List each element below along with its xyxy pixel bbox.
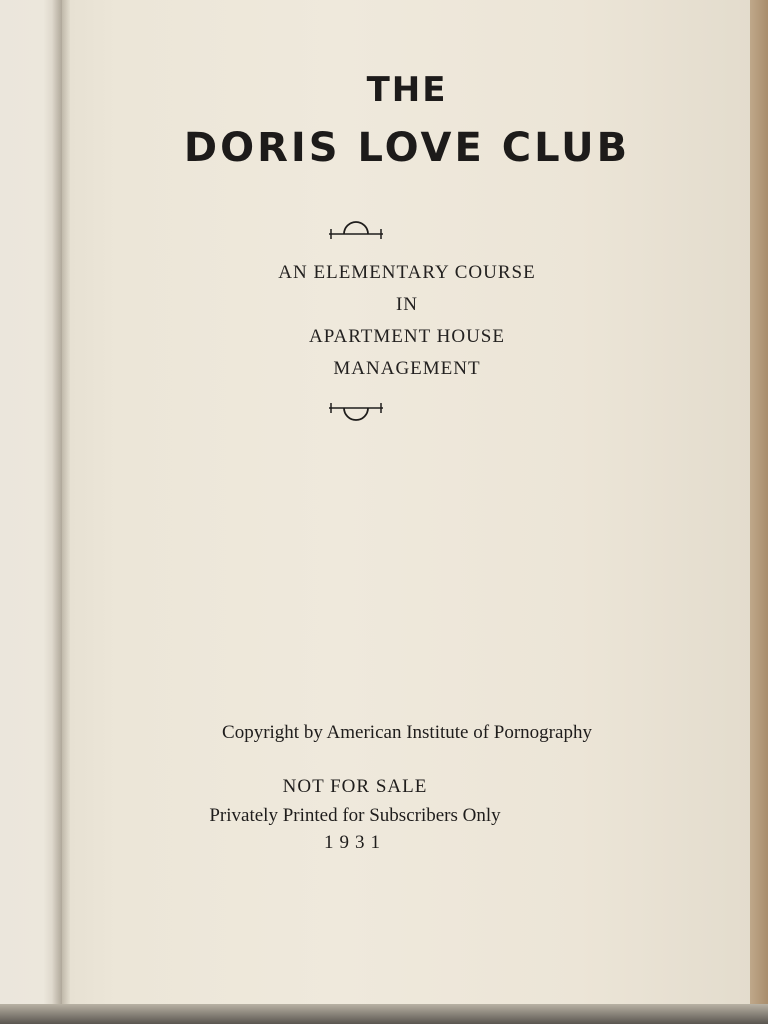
copyright-notice: Copyright by American Institute of Pornography bbox=[222, 722, 592, 743]
ornament-top-icon bbox=[327, 220, 385, 244]
table-edge bbox=[750, 0, 768, 1024]
subtitle-line-2: IN bbox=[395, 294, 419, 315]
ornament-bottom-icon bbox=[327, 398, 385, 422]
not-for-sale-notice: NOT FOR SALE bbox=[282, 776, 428, 797]
title-line-the: THE bbox=[366, 70, 448, 110]
bottom-edge bbox=[0, 1004, 768, 1024]
subtitle-line-1: AN ELEMENTARY COURSE bbox=[278, 262, 536, 283]
subtitle-line-4: MANAGEMENT bbox=[333, 358, 481, 379]
subtitle-line-3: APARTMENT HOUSE bbox=[309, 326, 505, 347]
book-title: DORIS LOVE CLUB bbox=[183, 125, 631, 171]
privately-printed-notice: Privately Printed for Subscribers Only bbox=[209, 805, 501, 826]
publication-year: 1931 bbox=[324, 832, 386, 853]
